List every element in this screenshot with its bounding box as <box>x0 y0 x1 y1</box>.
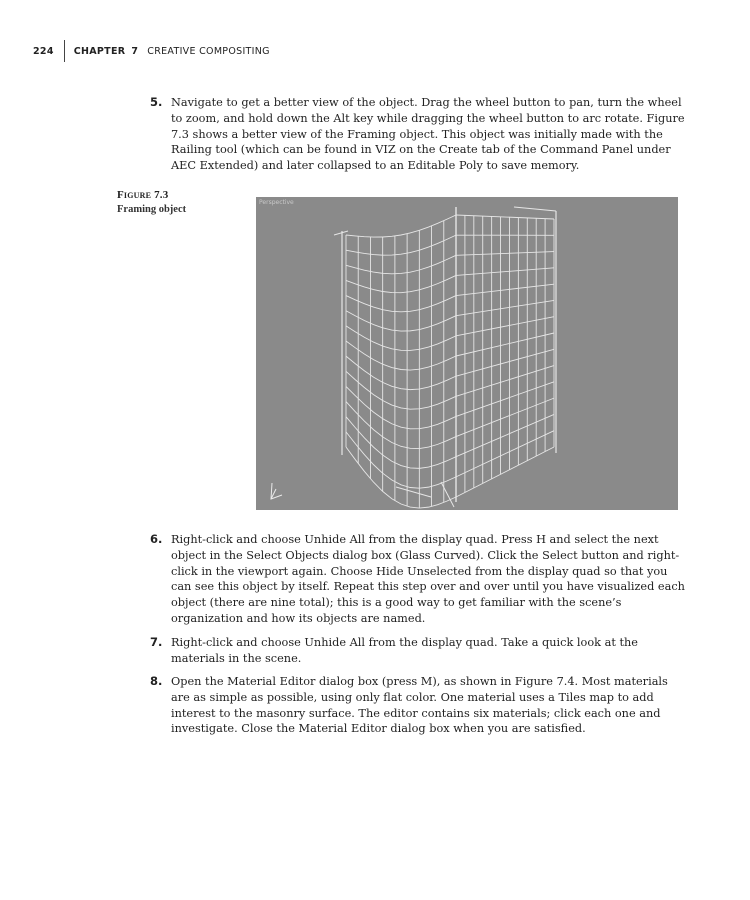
step-number: 5. <box>150 95 163 109</box>
figure-description: Framing object <box>117 204 187 215</box>
step-6 <box>150 532 685 627</box>
step-8 <box>150 674 685 737</box>
wire-line <box>396 487 431 497</box>
step-number: 8. <box>150 674 163 688</box>
chapter-number: 7 <box>131 45 139 57</box>
step-text: Navigate to get a better view of the object. Drag the wheel button to pan, turn the wheel to zoom, and hold down the Alt key while dragging the wheel button to arc rotate. Figure 7.3 shows a better view of the Framing object. This object was initially made with the Railing tool (which can be found in VIZ on the Create tab of the Command Panel under AEC Extended) and later collapsed to an Editable Poly to save memory. <box>171 96 685 173</box>
wire-line <box>456 382 554 417</box>
viewport-label: Perspective <box>259 199 294 206</box>
wire-line <box>346 356 456 389</box>
figure-caption <box>117 189 247 215</box>
wire-line <box>346 326 456 351</box>
running-header <box>33 40 270 62</box>
wire-line <box>346 311 456 331</box>
wire-line <box>456 414 554 456</box>
chapter-title: CREATIVE COMPOSITING <box>147 45 270 57</box>
step-text: Open the Material Editor dialog box (press M), as shown in Figure 7.4. Most materials are as simple as possible, using only flat color. One material uses a Tiles map to add interest to the masonry surface. The editor contains six materials; click each one and investigate. Close the Material Editor dialog box when you are satisfied. <box>171 675 668 736</box>
chapter-label: CHAPTER <box>73 45 126 57</box>
wire-line <box>456 349 554 376</box>
step-number: 7. <box>150 635 163 649</box>
figure-viewport-image <box>256 197 678 510</box>
wire-line <box>346 417 456 469</box>
wire-line <box>456 447 554 497</box>
wire-line <box>456 366 554 397</box>
wire-line <box>456 284 554 295</box>
wire-line <box>456 317 554 336</box>
framing-wireframe <box>256 197 678 510</box>
wire-line <box>346 341 456 370</box>
wire-line <box>456 398 554 436</box>
header-divider <box>64 40 65 62</box>
wire-line <box>346 296 456 312</box>
wire-line <box>456 215 554 219</box>
step-number: 6. <box>150 532 163 546</box>
wire-line <box>346 371 456 409</box>
step-text: Right-click and choose Unhide All from the display quad. Press H and select the next object in the Select Objects dialog box (Glass Curved). Click the Select button and right-click in the viewport again. Choose Hide Unselected from the display quad so that you can see this object by itself. Repeat this step over and over until you have visualized each object (there are nine total); this is a good way to get familiar with the scene’s organization and how its objects are named. <box>171 533 685 625</box>
wire-line <box>334 231 348 235</box>
wire-line <box>346 255 456 274</box>
wire-line <box>441 482 454 507</box>
axis-gizmo-icon <box>271 483 282 499</box>
page-number: 224 <box>33 45 54 57</box>
wire-line <box>456 252 554 256</box>
wire-line <box>346 215 456 237</box>
wire-line <box>456 300 554 315</box>
wire-line <box>346 402 456 449</box>
wire-line <box>456 431 554 477</box>
wire-line <box>346 275 456 292</box>
wire-line <box>456 333 554 356</box>
wire-line <box>346 235 456 255</box>
wire-line <box>346 432 456 488</box>
wire-line <box>346 447 456 508</box>
wire-line <box>514 207 556 211</box>
wire-line <box>456 268 554 276</box>
step-text: Right-click and choose Unhide All from the display quad. Take a quick look at the materials in the scene. <box>171 636 638 665</box>
step-7 <box>150 635 685 667</box>
figure-label: Figure 7.3 <box>117 189 169 201</box>
step-5 <box>150 95 685 174</box>
